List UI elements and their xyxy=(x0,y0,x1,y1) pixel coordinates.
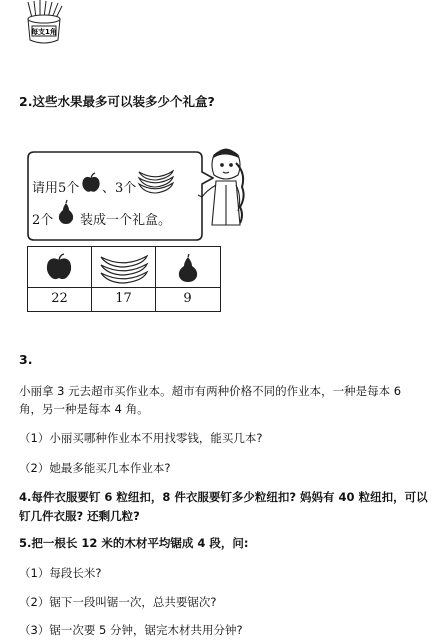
banana-count: 17 xyxy=(115,291,132,306)
pencil-cup-illustration xyxy=(20,0,70,46)
question-5-sub-1: （1）每段长米? xyxy=(19,566,102,580)
question-4-line-1: 4.每件衣服要钉 6 粒纽扣，8 件衣服要钉多少粒纽扣? 妈妈有 40 粒纽扣，可以 xyxy=(19,490,428,504)
fruit-count-table xyxy=(27,246,221,312)
table-banana-icon xyxy=(98,251,150,285)
bubble-line-2-end: 装成一个礼盒。 xyxy=(80,213,172,228)
question-5-title: 5.把一根长 12 米的木材平均锯成 4 段，问: xyxy=(19,536,249,550)
pear-icon xyxy=(56,199,76,225)
question-2-title: 2.这些水果最多可以装多少个礼盒? xyxy=(19,94,215,109)
apple-icon xyxy=(80,172,102,194)
cup-label: 每支1角 xyxy=(31,28,57,36)
bubble-line-2-start: 2个 xyxy=(32,213,54,228)
bubble-line-1-middle: 、3个 xyxy=(102,181,137,196)
girl-illustration xyxy=(196,145,254,237)
question-5-sub-2: （2）锯下一段叫锯一次，总共要锯次? xyxy=(19,595,217,609)
apple-count: 22 xyxy=(51,291,68,306)
bubble-line-1-start: 请用5个 xyxy=(32,181,80,196)
banana-icon xyxy=(136,166,176,196)
question-5-sub-3: （3）锯一次要 5 分钟，锯完木材共用分钟? xyxy=(19,623,243,637)
question-3-sub-1: （1）小丽买哪种作业本不用找零钱，能买几本? xyxy=(19,431,263,445)
table-apple-icon xyxy=(44,252,74,282)
question-4-line-2: 钉几件衣服? 还剩几粒? xyxy=(19,509,140,523)
question-3-line-2: 角，另一种是每本 4 角。 xyxy=(19,402,149,416)
pear-count: 9 xyxy=(183,291,192,306)
question-3-sub-2: （2）她最多能买几本作业本? xyxy=(19,461,171,475)
table-pear-icon xyxy=(176,253,200,283)
question-3-number: 3. xyxy=(19,352,33,367)
speech-bubble xyxy=(24,150,214,244)
question-3-line-1: 小丽拿 3 元去超市买作业本。超市有两种价格不同的作业本，一种是每本 6 xyxy=(19,384,402,398)
